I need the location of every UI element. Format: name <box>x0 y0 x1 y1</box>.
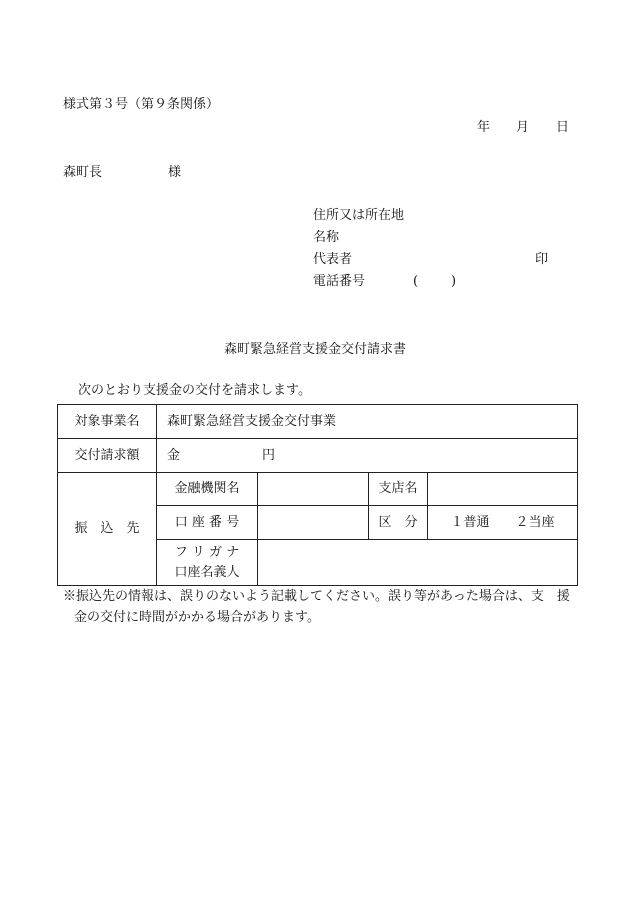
addressee-honorific: 様 <box>168 165 182 180</box>
holder-label: 口座名義人 <box>174 564 240 580</box>
date-month-label: 月 <box>516 120 530 135</box>
bank-name-label: 金融機関名 <box>157 473 258 506</box>
account-holder-field[interactable] <box>258 540 578 586</box>
note <box>63 586 575 628</box>
representative-label: 代表者 <box>313 252 353 267</box>
bank-name-field[interactable] <box>258 473 369 506</box>
transfer-destination-label: 振 込 先 <box>58 473 157 586</box>
request-amount-label: 交付請求額 <box>58 439 157 473</box>
phone-paren-open: ( <box>413 274 419 289</box>
amount-prefix: 金 <box>167 447 181 463</box>
note-line-1: ※振込先の情報は、誤りのないよう記載してください。誤り等があった場合は、支 援 <box>63 589 570 604</box>
intro-text: 次のとおり支援金の交付を請求します。 <box>78 383 311 398</box>
address-label: 住所又は所在地 <box>313 208 405 223</box>
date-day-label: 日 <box>556 120 570 135</box>
note-line-2: 金の交付に時間がかかる場合があります。 <box>74 610 320 625</box>
account-holder-label <box>157 540 258 586</box>
addressee-name: 森町長 <box>63 165 103 180</box>
date-year-label: 年 <box>477 120 491 135</box>
account-number-field[interactable] <box>258 506 369 540</box>
account-number-label: 口 座 番 号 <box>157 506 258 540</box>
phone-label: 電話番号 <box>313 274 366 289</box>
phone-paren-close: ) <box>451 274 457 289</box>
target-project-label: 対象事業名 <box>58 405 157 439</box>
seal-mark: 印 <box>535 252 549 267</box>
request-table <box>57 404 578 586</box>
target-project-value: 森町緊急経営支援金交付事業 <box>157 405 578 439</box>
request-amount-field[interactable] <box>157 439 578 473</box>
branch-name-label: 支店名 <box>369 473 428 506</box>
form-number: 様式第３号（第９条関係） <box>63 97 220 112</box>
branch-name-field[interactable] <box>428 473 578 506</box>
document-title: 森町緊急経営支援金交付請求書 <box>223 342 406 357</box>
name-label: 名称 <box>313 230 340 245</box>
furigana-label: フ リ ガ ナ <box>174 545 240 560</box>
amount-unit: 円 <box>262 447 276 463</box>
account-type-options[interactable]: １普通 ２当座 <box>428 506 578 540</box>
account-type-label: 区 分 <box>369 506 428 540</box>
